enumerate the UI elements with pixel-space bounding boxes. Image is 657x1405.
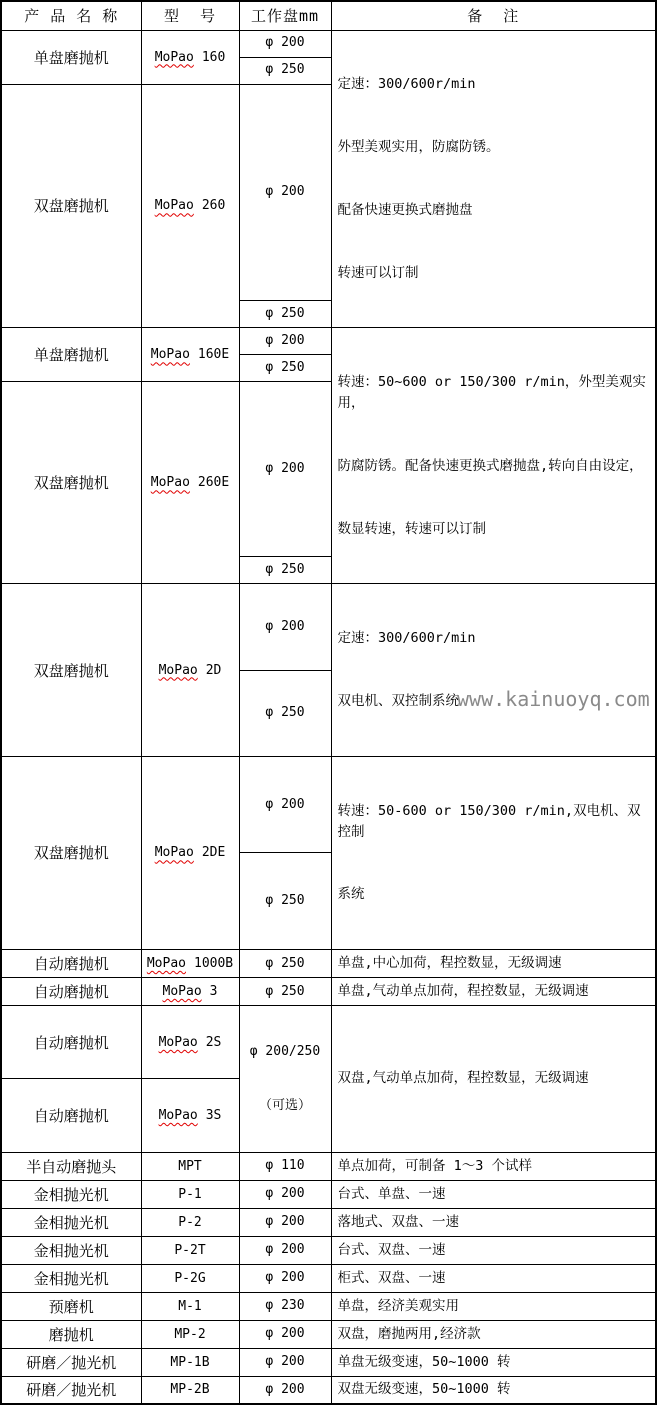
- disc-cell: φ 230: [239, 1292, 331, 1320]
- product-name-cell: 研磨／抛光机: [1, 1348, 141, 1376]
- remark-cell: 双盘，磨抛两用,经济款: [331, 1320, 656, 1348]
- model-number: 260: [201, 198, 226, 214]
- remark-line: 配备快速更换式磨抛盘: [337, 201, 473, 218]
- disc-cell: φ 250: [239, 557, 331, 584]
- disc-cell: φ 200: [239, 1376, 331, 1404]
- table-row: [1, 756, 656, 853]
- table-row: [1, 328, 656, 355]
- product-name-cell: 单盘磨抛机: [1, 328, 141, 382]
- model-brand: MoPao: [150, 347, 190, 363]
- model-number: 3S: [205, 1108, 222, 1124]
- product-name-cell: 双盘磨抛机: [1, 756, 141, 949]
- table-row: [1, 30, 656, 57]
- remark-line: 转速：50-600 or 150/300 r/min,双电机、双控制: [337, 802, 641, 840]
- model-cell: [141, 1079, 239, 1152]
- model-cell: [141, 978, 239, 1006]
- remark-cell: 台式、双盘、一速: [331, 1236, 656, 1264]
- model-brand: MoPao: [154, 49, 194, 65]
- product-name-cell: 自动磨抛机: [1, 1006, 141, 1079]
- product-name-cell: 双盘磨抛机: [1, 382, 141, 584]
- product-name-cell: 双盘磨抛机: [1, 84, 141, 328]
- remark-line: 防腐防锈。配备快速更换式磨抛盘,转向自由设定，: [337, 457, 643, 474]
- model-number: 2S: [205, 1034, 222, 1050]
- table-row: [1, 1376, 656, 1404]
- remark-cell: 双盘无级变速，50~1000 转: [331, 1376, 656, 1404]
- remark-cell: 单盘，经济美观实用: [331, 1292, 656, 1320]
- model-cell: [141, 30, 239, 84]
- model-cell: [141, 584, 239, 756]
- model-brand: MoPao: [158, 1034, 198, 1050]
- disc-cell: φ 200: [239, 756, 331, 853]
- table-row: [1, 1006, 656, 1079]
- product-name-cell: 自动磨抛机: [1, 978, 141, 1006]
- model-brand: MoPao: [154, 845, 194, 861]
- disc-cell: φ 250: [239, 355, 331, 382]
- model-number: 3: [209, 984, 218, 1000]
- model-cell: P-2T: [141, 1236, 239, 1264]
- model-cell: P-2: [141, 1208, 239, 1236]
- product-name-cell: 单盘磨抛机: [1, 30, 141, 84]
- model-number: 2DE: [201, 845, 226, 861]
- model-brand: MoPao: [162, 984, 202, 1000]
- product-name-cell: 金相抛光机: [1, 1208, 141, 1236]
- remark-cell: [331, 328, 656, 584]
- model-number: 2D: [205, 662, 222, 678]
- disc-cell: φ 200: [239, 1264, 331, 1292]
- remark-cell: [331, 756, 656, 949]
- disc-cell: φ 200: [239, 328, 331, 355]
- product-name-cell: 预磨机: [1, 1292, 141, 1320]
- remark-cell: 单盘,气动单点加荷，程控数显，无级调速: [331, 978, 656, 1006]
- disc-cell: φ 250: [239, 670, 331, 756]
- disc-line: （可选）: [258, 1098, 311, 1114]
- remark-line: 转速可以订制: [337, 264, 419, 281]
- model-number: 1000B: [194, 956, 234, 972]
- remark-cell: [331, 584, 656, 756]
- model-cell: MP-2B: [141, 1376, 239, 1404]
- remark-line: 定速：300/600r/min: [337, 630, 476, 647]
- model-cell: [141, 382, 239, 584]
- table-row: [1, 1292, 656, 1320]
- disc-cell: φ 250: [239, 853, 331, 950]
- model-cell: [141, 950, 239, 978]
- product-name-cell: 自动磨抛机: [1, 1079, 141, 1152]
- table-row: [1, 1264, 656, 1292]
- disc-cell: φ 200: [239, 382, 331, 557]
- remark-line: 数显转速，转速可以订制: [337, 520, 486, 537]
- disc-cell: φ 250: [239, 301, 331, 328]
- remark-cell: 台式、单盘、一速: [331, 1180, 656, 1208]
- table-header-row: [1, 1, 656, 30]
- product-name-cell: 金相抛光机: [1, 1236, 141, 1264]
- remark-line: 系统: [337, 886, 365, 903]
- disc-cell: φ 200: [239, 1208, 331, 1236]
- header-model: 型 号: [141, 1, 239, 30]
- remark-cell: 柜式、双盘、一速: [331, 1264, 656, 1292]
- table-row: [1, 1348, 656, 1376]
- table-row: [1, 1320, 656, 1348]
- model-cell: P-2G: [141, 1264, 239, 1292]
- table-row: [1, 584, 656, 670]
- remark-line: 转速：50~600 or 150/300 r/min，外型美观实用，: [337, 374, 646, 412]
- disc-cell: φ 110: [239, 1152, 331, 1180]
- model-brand: MoPao: [146, 956, 186, 972]
- remark-cell: 落地式、双盘、一速: [331, 1208, 656, 1236]
- disc-cell: φ 200: [239, 84, 331, 301]
- table-row: [1, 1180, 656, 1208]
- model-cell: P-1: [141, 1180, 239, 1208]
- disc-cell: φ 200: [239, 1320, 331, 1348]
- header-product-name: 产 品 名 称: [1, 1, 141, 30]
- model-cell: MP-2: [141, 1320, 239, 1348]
- product-name-cell: 金相抛光机: [1, 1264, 141, 1292]
- model-number: 160: [201, 49, 226, 65]
- table-row: [1, 1208, 656, 1236]
- disc-cell: φ 200: [239, 1348, 331, 1376]
- remark-line: 双电机、双控制系统: [337, 693, 459, 710]
- table-row: [1, 1152, 656, 1180]
- model-brand: MoPao: [158, 1108, 198, 1124]
- remark-cell: 单盘无级变速，50~1000 转: [331, 1348, 656, 1376]
- table-row: [1, 1236, 656, 1264]
- header-remark: 备 注: [331, 1, 656, 30]
- product-name-cell: 自动磨抛机: [1, 950, 141, 978]
- model-cell: [141, 1006, 239, 1079]
- model-cell: M-1: [141, 1292, 239, 1320]
- disc-line: φ 200/250: [249, 1043, 321, 1059]
- remark-cell: [331, 30, 656, 328]
- product-name-cell: 金相抛光机: [1, 1180, 141, 1208]
- header-work-disc: 工作盘mm: [239, 1, 331, 30]
- product-name-cell: 半自动磨抛头: [1, 1152, 141, 1180]
- product-name-cell: 双盘磨抛机: [1, 584, 141, 756]
- model-brand: MoPao: [154, 198, 194, 214]
- model-cell: [141, 328, 239, 382]
- product-name-cell: 磨抛机: [1, 1320, 141, 1348]
- disc-cell: φ 250: [239, 57, 331, 84]
- disc-cell: φ 250: [239, 950, 331, 978]
- model-cell: MPT: [141, 1152, 239, 1180]
- site-watermark: www.kainuoyq.com: [457, 687, 650, 711]
- model-brand: MoPao: [158, 662, 198, 678]
- remark-cell: 单盘,中心加荷，程控数显，无级调速: [331, 950, 656, 978]
- disc-cell: φ 200: [239, 584, 331, 670]
- disc-cell: φ 200: [239, 1180, 331, 1208]
- model-cell: [141, 756, 239, 949]
- remark-line: 定速：300/600r/min: [337, 76, 476, 93]
- remark-cell: 双盘,气动单点加荷，程控数显，无级调速: [331, 1006, 656, 1153]
- product-name-cell: 研磨／抛光机: [1, 1376, 141, 1404]
- model-cell: [141, 84, 239, 328]
- model-number: 160E: [197, 347, 230, 363]
- table-row: [1, 950, 656, 978]
- disc-cell: φ 200: [239, 1236, 331, 1264]
- disc-cell: φ 200: [239, 30, 331, 57]
- model-cell: MP-1B: [141, 1348, 239, 1376]
- table-row: [1, 978, 656, 1006]
- model-brand: MoPao: [150, 475, 190, 491]
- remark-cell: 单点加荷，可制备 1～3 个试样: [331, 1152, 656, 1180]
- disc-cell: φ 250: [239, 978, 331, 1006]
- remark-line: 外型美观实用，防腐防锈。: [337, 139, 500, 156]
- model-number: 260E: [197, 475, 230, 491]
- disc-cell: [239, 1006, 331, 1153]
